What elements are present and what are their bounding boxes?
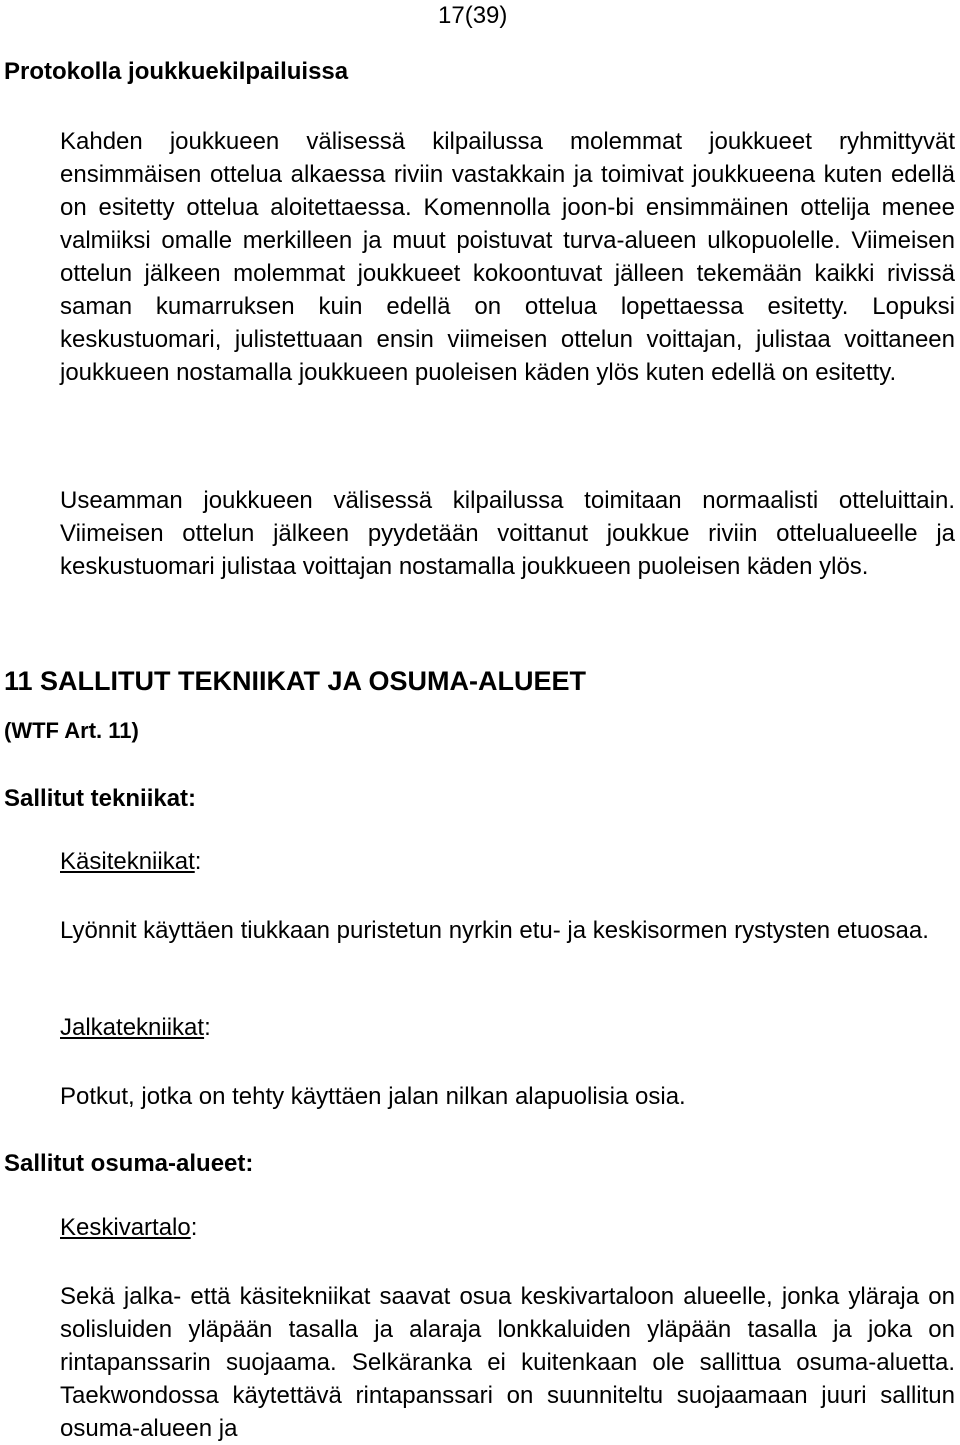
protocol-heading: Protokolla joukkuekilpailuissa (4, 58, 349, 85)
section-subtitle: (WTF Art. 11) (4, 718, 139, 743)
foot-techniques-colon: : (204, 1014, 211, 1041)
foot-techniques-text: Potkut, jotka on tehty käyttäen jalan nilkan alapuolisia osia. (60, 1083, 686, 1110)
trunk-heading (60, 1214, 197, 1242)
hand-techniques-label: Käsitekniikat (60, 848, 195, 875)
allowed-areas-heading: Sallitut osuma-alueet: (4, 1150, 254, 1177)
hand-techniques-text: Lyönnit käyttäen tiukkaan puristetun nyrkin etu- ja keskisormen rystysten etuosaa. (60, 917, 929, 944)
foot-techniques-heading (60, 1014, 211, 1042)
hand-techniques-heading (60, 848, 201, 876)
page-number: 17(39) (438, 2, 508, 29)
hand-techniques-colon: : (194, 848, 202, 875)
paragraph-team-multi: Useamman joukkueen välisessä kilpailussa toimitaan normaalisti otteluittain. Viimeisen ottelun jälkeen pyydetään voittanut joukkue riviin ottelualueelle ja keskustuomari julistaa voittajan nostamalla joukkueen puoleisen käden ylös. (60, 487, 955, 580)
trunk-colon: : (190, 1214, 198, 1241)
section-title: 11 SALLITUT TEKNIIKAT JA OSUMA-ALUEET (4, 666, 587, 696)
trunk-text: Sekä jalka- että käsitekniikat saavat osua keskivartaloon alueelle, jonka yläraja on solisluiden yläpään tasalla ja alaraja lonkkaluiden yläpään tasalla ja joka on rintapanssarin suojaama. Selkäranka ei kuitenkaan ole sallittua osuma-aluetta. Taekwondossa käytettävä rintapanssari on suunniteltu suojaamaan juuri sallitun osuma-alueen ja (60, 1283, 955, 1442)
paragraph-team-two: Kahden joukkueen välisessä kilpailussa molemmat joukkueet ryhmittyvät ensimmäisen ottelua alkaessa riviin vastakkain ja toimivat joukkueena kuten edellä on esitetty ottelua aloitettaessa. Komennolla joon-bi ensimmäinen ottelija menee valmiiksi omalle merkilleen ja muut poistuvat turva-alueen ulkopuolelle. Viimeisen ottelun jälkeen molemmat joukkueet kokoontuvat jälleen tekemään kaikki rivissä saman kumarruksen kuin edellä on ottelua lopettaessa esitetty. Lopuksi keskustuomari, julistettuaan ensin viimeisen ottelun voittajan, julistaa voittaneen joukkueen nostamalla joukkueen puoleisen käden ylös kuten edellä on esitetty. (60, 128, 955, 386)
allowed-techniques-heading: Sallitut tekniikat: (4, 785, 197, 812)
trunk-label: Keskivartalo (60, 1214, 191, 1241)
foot-techniques-label: Jalkatekniikat (60, 1014, 205, 1041)
